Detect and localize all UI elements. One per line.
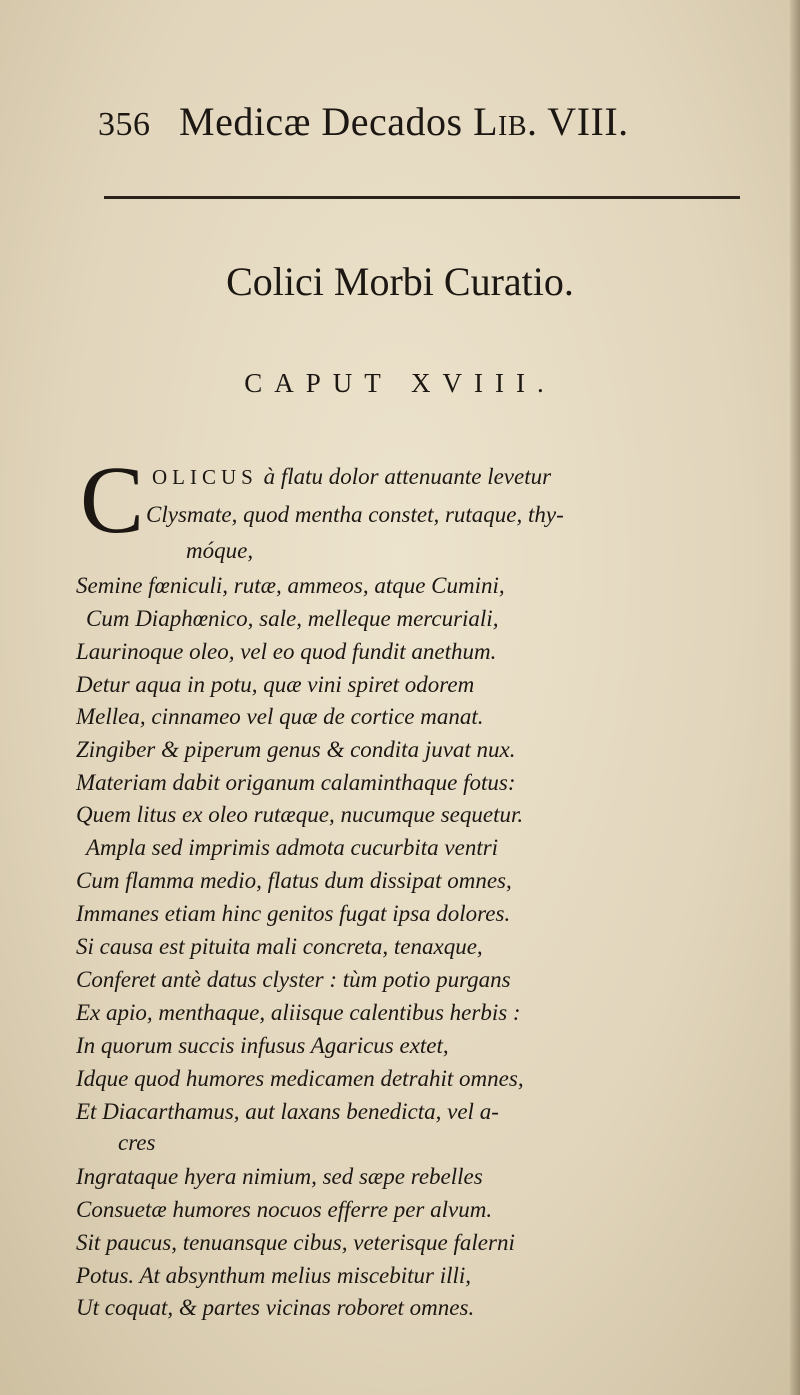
- verse-line-text: à flatu dolor attenuante levetur: [257, 464, 552, 489]
- page-number: 356: [98, 106, 151, 143]
- verse-line: Sit paucus, tenuansque cibus, veterisque falerni: [76, 1230, 515, 1255]
- verse-line: Cum Diaphœnico, sale, melleque mercuriali,: [86, 606, 499, 631]
- verse-line: Idque quod humores medicamen detrahit omnes,: [76, 1066, 524, 1091]
- verse-line: Consuetæ humores nocuos efferre per alvum.: [76, 1197, 493, 1222]
- verse-line-lead: OLICUS: [152, 465, 258, 489]
- verse-line: In quorum succis infusus Agaricus extet,: [76, 1033, 449, 1058]
- verse-line: Si causa est pituita mali concreta, tenaxque,: [76, 934, 483, 959]
- verse-line: Et Diacarthamus, aut laxans benedicta, vel a-: [76, 1099, 499, 1124]
- verse-line: Conferet antè datus clyster : tùm potio purgans: [76, 967, 511, 992]
- verse-line: móque,: [186, 538, 254, 563]
- verse-line: Detur aqua in potu, quæ vini spiret odorem: [76, 672, 475, 697]
- section-title: Colici Morbi Curatio.: [226, 259, 574, 304]
- verse-line: Ampla sed imprimis admota cucurbita ventri: [86, 835, 499, 860]
- verse-line: Mellea, cinnameo vel quæ de cortice manat.: [76, 704, 484, 729]
- verse-line: cres: [118, 1130, 156, 1155]
- verse-line: Immanes etiam hinc genitos fugat ipsa dolores.: [76, 901, 511, 926]
- running-head: [98, 98, 629, 145]
- verse-line: Laurinoque oleo, vel eo quod fundit anethum.: [76, 639, 497, 664]
- book-number: Lib. VIII.: [473, 99, 629, 144]
- verse-line: Zingiber & piperum genus & condita juvat nux.: [76, 737, 516, 762]
- verse-line: Ut coquat, & partes vicinas roboret omnes.: [76, 1295, 475, 1320]
- verse-line: Materiam dabit origanum calaminthaque fotus:: [76, 770, 516, 795]
- verse-line: Ex apio, menthaque, aliisque calentibus herbis :: [76, 1000, 521, 1025]
- verse-line: Semine fœniculi, rutæ, ammeos, atque Cumini,: [76, 573, 505, 598]
- verse-line: [152, 462, 800, 492]
- verse-line: Quem litus ex oleo rutæque, nucumque sequetur.: [76, 802, 524, 827]
- page-edge-shadow: [790, 0, 800, 1395]
- verse-line: Cum flamma medio, flatus dum dissipat omnes,: [76, 868, 512, 893]
- verse-line: Ingrataque hyera nimium, sed sæpe rebelles: [76, 1164, 483, 1189]
- verse-line: Clysmate, quod mentha constet, rutaque, thy-: [146, 502, 564, 527]
- drop-cap: C: [80, 446, 145, 553]
- verse-line: Potus. At absynthum melius miscebitur illi,: [76, 1263, 472, 1288]
- chapter-heading: CAPUT XVIII.: [244, 368, 556, 398]
- running-title: Medicæ Decados: [179, 99, 463, 144]
- header-rule: [104, 196, 740, 199]
